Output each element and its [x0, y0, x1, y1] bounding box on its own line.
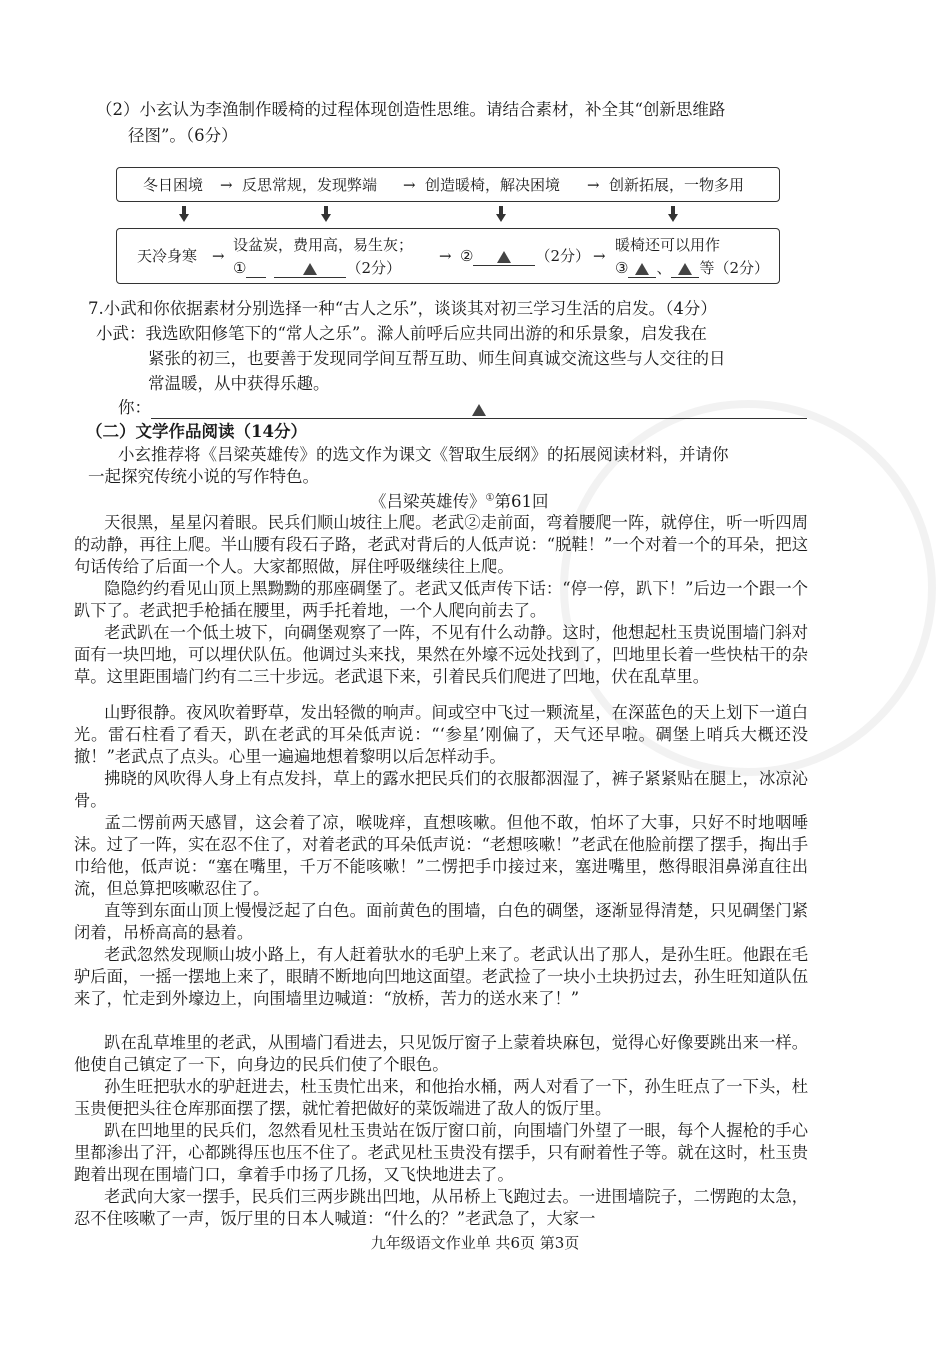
flow-arrow-icon: →	[439, 247, 452, 265]
you-label: 你：	[118, 398, 151, 417]
flow-arrow-icon: →	[220, 176, 233, 194]
flow-arrow-icon: →	[587, 176, 600, 194]
xiaowu-text-2: 紧张的初三，也要善于发现同学间互帮互助、师生间真诚交流这些与人交往的日	[148, 349, 726, 368]
score-label: （2分）	[535, 247, 590, 265]
answer-blank[interactable]	[473, 247, 535, 266]
triangle-icon	[303, 263, 317, 275]
triangle-icon	[635, 263, 649, 275]
flow-arrow-icon: →	[212, 247, 225, 265]
answer-blank[interactable]	[628, 259, 656, 278]
flow-arrow-icon: →	[593, 247, 606, 265]
blank-number-1: ①	[233, 259, 247, 277]
paragraph: 孙生旺把驮水的驴赶进去，杜玉贵忙出来，和他抬水桶，两人对看了一下，孙生旺点了一下头，杜玉贵便把头往仓库那面摆了摆，就忙着把做好的菜饭端进了敌人的饭厅里。	[74, 1077, 808, 1118]
score-label: （2分）	[346, 259, 401, 277]
triangle-icon	[678, 263, 692, 275]
paragraph: 孟二愣前两天感冒，这会着了凉，喉咙痒，直想咳嗽。但他不敢，怕坏了大事，只好不时地咽唾沫。过了一阵，实在忍不住了，对着老武的耳朵低声说：“老想咳嗽！”老武在他脸前摆了摆手，掏出手巾给他，低声说：“塞在嘴里，千万不能咳嗽！”二愣把手巾接过来，塞进嘴里，憋得眼泪鼻涕直往出流，但总算把咳嗽忍住了。	[74, 813, 808, 898]
triangle-icon	[472, 404, 486, 416]
down-arrow-icon	[179, 206, 189, 222]
flow-b2-top: 设盆炭，费用高，易生灰；	[233, 236, 414, 254]
separator: 、	[656, 259, 672, 277]
score-label: 等（2分）	[699, 259, 770, 277]
page-footer: 九年级语文作业单 共6页 第3页	[370, 1234, 580, 1252]
q7-xiaowu	[96, 323, 707, 345]
section2-intro-1: 小玄推荐将《吕梁英雄传》的选文作为课文《智取生辰纲》的拓展阅读材料，并请你	[118, 445, 729, 464]
flow-top-step-1: 冬日困境	[143, 176, 204, 194]
answer-blank[interactable]	[671, 259, 699, 278]
q7-answer-blank[interactable]	[151, 400, 807, 419]
answer-blank[interactable]	[246, 259, 266, 278]
flow-arrow-icon: →	[403, 176, 416, 194]
q6-2-line1: （2）小玄认为李渔制作暖椅的过程体现创造性思维。请结合素材，补全其“创新思维路	[96, 100, 726, 119]
flow-b2-blank	[233, 258, 401, 278]
flow-b4-blank	[615, 258, 769, 278]
triangle-icon	[497, 251, 511, 263]
paragraph: 直等到东面山顶上慢慢泛起了白色。面前黄色的围墙，白色的碉堡，逐渐显得清楚，只见碉堡门紧闭着，吊桥高高的悬着。	[74, 901, 808, 942]
q6-2-line2: 径图”。（6分）	[128, 126, 238, 145]
flow-top-step-2: 反思常规，发现弊端	[242, 176, 378, 194]
book-title: 《吕梁英雄传》	[370, 492, 486, 511]
paragraph: 天很黑，星星闪着眼。民兵们顺山坡往上爬。老武②走前面，弯着腰爬一阵，就停住，听一听四周的动静，再往上爬。半山腰有段石子路，老武对背后的人低声说：“脱鞋！”一个对着一个的耳朵，把这句话传给了后面一个人。大家都照做，屏住呼吸继续往上爬。	[74, 513, 808, 576]
down-arrow-icon	[496, 206, 506, 222]
paragraph: 趴在凹地里的民兵们，忽然看见杜玉贵站在饭厅窗口前，向围墙门外望了一眼，每个人握枪的手心里都渗出了汗，心都跳得压也压不住了。老武见杜玉贵没有摆手，只有耐着性子等。就在这时，杜玉贵跑着出现在围墙门口，拿着手巾扬了几扬，又飞快地进去了。	[74, 1121, 808, 1184]
q7-you	[118, 397, 807, 419]
flow-top-step-3: 创造暖椅，解决困境	[425, 176, 561, 194]
footnote-mark: ①	[485, 492, 495, 504]
answer-blank[interactable]	[274, 259, 346, 278]
xiaowu-label: 小武：	[96, 324, 146, 343]
down-arrow-icon	[321, 206, 331, 222]
flow-b4-top: 暖椅还可以用作	[615, 236, 721, 254]
section2-heading: （二）文学作品阅读（14分）	[86, 422, 307, 441]
flow-top-box	[116, 167, 780, 202]
blank-number-3: ③	[615, 259, 629, 277]
flow-cold: 天冷身寒	[137, 247, 198, 265]
paragraph: 老武向大家一摆手，民兵们三两步跳出凹地，从吊桥上飞跑过去。一进围墙院子，二愣跑的太急，忍不住咳嗽了一声，饭厅里的日本人喊道：“什么的？”老武急了，大家一	[74, 1187, 808, 1228]
passage-title	[370, 488, 548, 512]
flow-b3-blank	[460, 246, 590, 266]
paragraph: 隐隐约约看见山顶上黑黝黝的那座碉堡了。老武又低声传下话：“停一停，趴下！”后边一个跟一个趴下了。老武把手枪插在腰里，两手托着地，一个人爬向前去了。	[74, 579, 808, 620]
chapter-label: 第61回	[494, 492, 549, 511]
q7-prompt: 7.小武和你依据素材分别选择一种“古人之乐”，谈谈其对初三学习生活的启发。（4分）	[88, 299, 717, 318]
flow-top-step-4: 创新拓展，一物多用	[609, 176, 745, 194]
xiaowu-text-3: 常温暖，从中获得乐趣。	[148, 374, 330, 393]
paragraph: 趴在乱草堆里的老武，从围墙门看进去，只见饭厅窗子上蒙着块麻包，觉得心好像要跳出来一样。他使自己镇定了一下，向身边的民兵们使了个眼色。	[74, 1033, 808, 1074]
xiaowu-text-1: 我选欧阳修笔下的“常人之乐”。滁人前呼后应共同出游的和乐景象，启发我在	[145, 324, 707, 343]
down-arrow-icon	[668, 206, 678, 222]
paragraph: 老武忽然发现顺山坡小路上，有人赶着驮水的毛驴上来了。老武认出了那人，是孙生旺。他跟在毛驴后面，一摇一摆地上来了，眼睛不断地向凹地这面望。老武捡了一块小土块扔过去，孙生旺知道队伍来了，忙走到外壕边上，向围墙里边喊道：“放桥，苦力的送水来了！”	[74, 945, 808, 1008]
paragraph: 拂晓的风吹得人身上有点发抖，草上的露水把民兵们的衣服都洇湿了，裤子紧紧贴在腿上，冰凉沁骨。	[74, 769, 808, 810]
paragraph: 山野很静。夜风吹着野草，发出轻微的响声。间或空中飞过一颗流星，在深蓝色的天上划下一道白光。雷石柱看了看天，趴在老武的耳朵低声说：“‘参星’刚偏了，天气还早啦。碉堡上哨兵大概还没撤！”老武点了点头。心里一遍遍地想着黎明以后怎样动手。	[74, 703, 808, 766]
flow-bottom-box	[116, 228, 780, 284]
blank-number-2: ②	[460, 247, 474, 265]
paragraph: 老武趴在一个低土坡下，向碉堡观察了一阵，不见有什么动静。这时，他想起杜玉贵说围墙门斜对面有一块凹地，可以埋伏队伍。他调过头来找，果然在外壕不远处找到了，凹地里长着一些快枯干的杂草。这里距围墙门约有二三十步远。老武退下来，引着民兵们爬进了凹地，伏在乱草里。	[74, 623, 808, 686]
section2-intro-2: 一起探究传统小说的写作特色。	[88, 467, 319, 486]
